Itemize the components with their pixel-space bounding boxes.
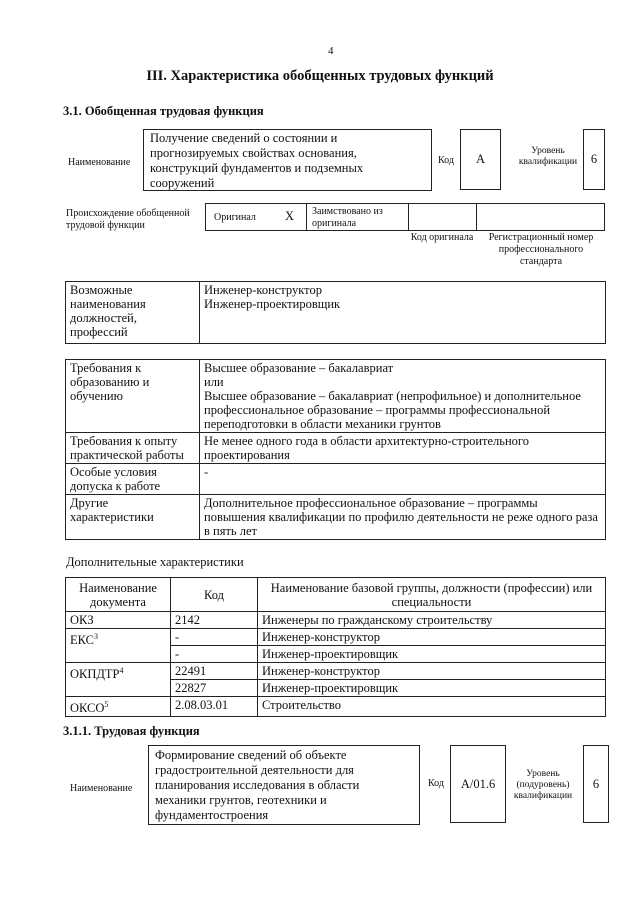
code-value: А/01.6 (460, 776, 496, 791)
function-name: Получение сведений о состоянии и прогнозируемых свойствах основания, конструкций фундаментов и подземных сооружений (150, 131, 364, 190)
doc-name: ОКПДТР (70, 667, 120, 682)
code-label: Код (428, 778, 444, 789)
header-name: Наименование базовой группы, должности (профессии) или специальности (258, 578, 606, 612)
admission-value: - (200, 464, 606, 495)
positions-table (65, 281, 606, 344)
code-value: А (475, 152, 486, 166)
doc-name: ЕКС (70, 633, 94, 648)
doc-code: - (171, 629, 258, 646)
origin-label: Происхождение обобщенной трудовой функции (66, 208, 190, 231)
group-name: Инженер-конструктор (258, 629, 606, 646)
level-label: Уровень квалификации (518, 146, 578, 167)
position-item: Инженер-конструктор (204, 283, 322, 297)
additional-title: Дополнительные характеристики (66, 555, 244, 569)
level-value: 6 (592, 776, 600, 791)
header-document: Наименование документа (66, 578, 171, 612)
generalized-function-heading: 3.1. Обобщенная трудовая функция (63, 104, 264, 118)
group-name: Инженер-конструктор (258, 663, 606, 680)
header-code: Код (171, 578, 258, 612)
doc-code: 2142 (171, 612, 258, 629)
additional-table (65, 577, 606, 717)
level-value: 6 (590, 152, 598, 166)
reg-number-caption: Регистрационный номер профессионального стандарта (488, 232, 594, 267)
footnote-ref: 5 (104, 700, 109, 709)
footnote-ref: 4 (119, 666, 124, 675)
table-row (66, 663, 606, 680)
group-name: Инженер-проектировщик (258, 680, 606, 697)
position-item: Инженер-проектировщик (204, 297, 341, 311)
education-value: Высшее образование – бакалавриат или Высшее образование – бакалавриат (непрофильное) и дополнительное профессиональное образование – программы профессиональной переподготовки в области механики грунтов (200, 360, 606, 433)
group-name: Строительство (258, 697, 606, 717)
doc-code: - (171, 646, 258, 663)
original-mark: X (285, 209, 295, 223)
function-name: Формирование сведений об объекте градостроительной деятельности для планирования исследования в области механики грунтов, геотехники и фундаментостроения (155, 748, 360, 822)
original-code-caption: Код оригинала (410, 232, 474, 243)
function-name-box (143, 129, 432, 191)
experience-label: Требования к опыту практической работы (66, 433, 200, 464)
function-name-box (148, 745, 420, 825)
code-label: Код (438, 155, 454, 166)
table-row (66, 612, 606, 629)
education-label: Требования к образованию и обучению (66, 360, 200, 433)
table-row (66, 629, 606, 646)
level-box (583, 129, 605, 190)
doc-code: 22827 (171, 680, 258, 697)
borrowed-label: Заимствовано из оригинала (312, 206, 383, 229)
positions-values (200, 282, 606, 344)
level-box (583, 745, 609, 823)
admission-label: Особые условия допуска к работе (66, 464, 200, 495)
name-label: Наименование (70, 783, 133, 794)
other-label: Другие характеристики (66, 495, 200, 540)
positions-label: Возможные наименования должностей, профессий (66, 282, 200, 344)
code-box (450, 745, 506, 823)
group-name: Инженеры по гражданскому строительству (258, 612, 606, 629)
experience-value: Не менее одного года в области архитектурно-строительного проектирования (200, 433, 606, 464)
doc-name: ОКСО (70, 701, 105, 716)
requirements-table (65, 359, 606, 540)
name-label: Наименование (68, 157, 131, 168)
section-title: III. Характеристика обобщенных трудовых функций (146, 68, 494, 84)
original-label: Оригинал (214, 212, 256, 223)
level-label: Уровень (подуровень) квалификации (513, 769, 573, 801)
page-number: 4 (328, 45, 334, 57)
group-name: Инженер-проектировщик (258, 646, 606, 663)
footnote-ref: 3 (94, 632, 98, 641)
labor-function-heading: 3.1.1. Трудовая функция (63, 724, 200, 738)
doc-code: 22491 (171, 663, 258, 680)
doc-code: 2.08.03.01 (171, 697, 258, 717)
code-box (460, 129, 501, 190)
other-value: Дополнительное профессиональное образование – программы повышения квалификации по профилю деятельности не реже одного раза в пять лет (200, 495, 606, 540)
doc-name: ОКЗ (70, 613, 94, 627)
table-row (66, 697, 606, 717)
